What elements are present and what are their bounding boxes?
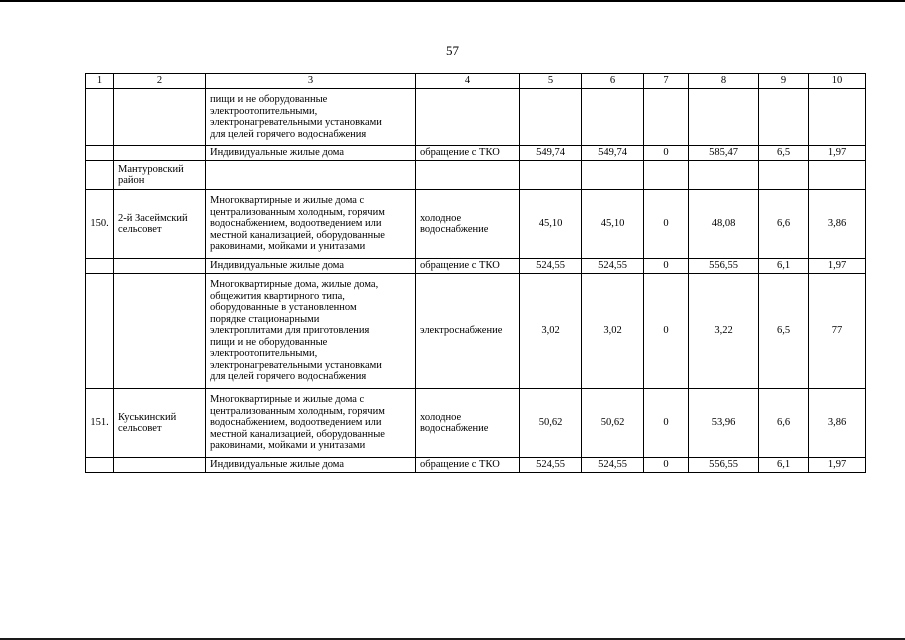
value-col6 <box>582 89 644 146</box>
housing-type-cell <box>206 161 416 190</box>
value-col10 <box>809 89 866 146</box>
value-col5: 3,02 <box>520 274 582 389</box>
row-number: 151. <box>86 389 114 458</box>
district-cell <box>114 458 206 473</box>
value-col6: 3,02 <box>582 274 644 389</box>
scan-top-edge <box>0 0 905 2</box>
service-cell: обращение с ТКО <box>416 146 520 161</box>
value-col5: 45,10 <box>520 190 582 259</box>
value-col7 <box>644 89 689 146</box>
service-cell: электроснабжение <box>416 274 520 389</box>
value-col9 <box>759 89 809 146</box>
row-number <box>86 146 114 161</box>
value-col9: 6,6 <box>759 190 809 259</box>
housing-type-cell: Многоквартирные и жилые дома с централизованным холодным, горячим водоснабжением, водоотведением или местной канализацией, оборудованные раковинами, мойками и унитазами <box>206 389 416 458</box>
table-row <box>86 274 866 389</box>
row-number <box>86 458 114 473</box>
table-row <box>86 161 866 190</box>
district-cell <box>114 259 206 274</box>
tariff-table <box>85 73 866 473</box>
district-cell <box>114 146 206 161</box>
value-col10: 3,86 <box>809 389 866 458</box>
value-col5: 524,55 <box>520 259 582 274</box>
value-col5: 524,55 <box>520 458 582 473</box>
value-col7 <box>644 161 689 190</box>
row-number <box>86 161 114 190</box>
value-col8 <box>689 89 759 146</box>
value-col9: 6,5 <box>759 146 809 161</box>
service-cell: обращение с ТКО <box>416 259 520 274</box>
value-col9: 6,1 <box>759 458 809 473</box>
value-col10: 3,86 <box>809 190 866 259</box>
district-cell <box>114 89 206 146</box>
value-col8: 3,22 <box>689 274 759 389</box>
header-cell: 9 <box>759 74 809 89</box>
value-col7: 0 <box>644 274 689 389</box>
housing-type-cell: Индивидуальные жилые дома <box>206 259 416 274</box>
value-col10: 1,97 <box>809 146 866 161</box>
value-col8: 556,55 <box>689 458 759 473</box>
service-cell <box>416 89 520 146</box>
value-col5: 549,74 <box>520 146 582 161</box>
header-cell: 2 <box>114 74 206 89</box>
value-col6: 549,74 <box>582 146 644 161</box>
value-col5: 50,62 <box>520 389 582 458</box>
table-row <box>86 146 866 161</box>
table-row <box>86 259 866 274</box>
district-cell: Мантуровский район <box>114 161 206 190</box>
value-col9: 6,1 <box>759 259 809 274</box>
service-cell: холодное водоснабжение <box>416 190 520 259</box>
value-col8: 556,55 <box>689 259 759 274</box>
header-row <box>86 74 866 89</box>
header-cell: 10 <box>809 74 866 89</box>
value-col6: 45,10 <box>582 190 644 259</box>
table-row <box>86 458 866 473</box>
header-cell: 8 <box>689 74 759 89</box>
row-number: 150. <box>86 190 114 259</box>
value-col6: 524,55 <box>582 458 644 473</box>
value-col8: 48,08 <box>689 190 759 259</box>
value-col9: 6,6 <box>759 389 809 458</box>
housing-type-cell: пищи и не оборудованные электроотопительными, электронагревательными установками для целей горячего водоснабжения <box>206 89 416 146</box>
housing-type-cell: Индивидуальные жилые дома <box>206 146 416 161</box>
row-number <box>86 89 114 146</box>
value-col6: 50,62 <box>582 389 644 458</box>
district-cell: 2-й Засеймский сельсовет <box>114 190 206 259</box>
row-number <box>86 274 114 389</box>
value-col6: 524,55 <box>582 259 644 274</box>
header-cell: 5 <box>520 74 582 89</box>
housing-type-cell: Индивидуальные жилые дома <box>206 458 416 473</box>
value-col7: 0 <box>644 190 689 259</box>
value-col7: 0 <box>644 146 689 161</box>
value-col10: 1,97 <box>809 458 866 473</box>
service-cell <box>416 161 520 190</box>
header-cell: 4 <box>416 74 520 89</box>
value-col7: 0 <box>644 458 689 473</box>
value-col5 <box>520 89 582 146</box>
value-col9: 6,5 <box>759 274 809 389</box>
value-col7: 0 <box>644 259 689 274</box>
value-col6 <box>582 161 644 190</box>
header-cell: 1 <box>86 74 114 89</box>
value-col10 <box>809 161 866 190</box>
housing-type-cell: Многоквартирные и жилые дома с централизованным холодным, горячим водоснабжением, водоотведением или местной канализацией, оборудованные раковинами, мойками и унитазами <box>206 190 416 259</box>
service-cell: холодное водоснабжение <box>416 389 520 458</box>
value-col8: 585,47 <box>689 146 759 161</box>
value-col8 <box>689 161 759 190</box>
row-number <box>86 259 114 274</box>
table-row <box>86 89 866 146</box>
district-cell: Куськинский сельсовет <box>114 389 206 458</box>
value-col5 <box>520 161 582 190</box>
service-cell: обращение с ТКО <box>416 458 520 473</box>
table-row <box>86 389 866 458</box>
value-col8: 53,96 <box>689 389 759 458</box>
table-row <box>86 190 866 259</box>
district-cell <box>114 274 206 389</box>
header-cell: 3 <box>206 74 416 89</box>
value-col9 <box>759 161 809 190</box>
value-col7: 0 <box>644 389 689 458</box>
header-cell: 7 <box>644 74 689 89</box>
page-number: 57 <box>446 43 459 58</box>
header-cell: 6 <box>582 74 644 89</box>
housing-type-cell: Многоквартирные дома, жилые дома, общежития квартирного типа, оборудованные в установленном порядке стационарными электроплитами для приготовления пищи и не оборудованные электроотопительными, электронагревательными установками для целей горячего водоснабжения <box>206 274 416 389</box>
value-col10: 1,97 <box>809 259 866 274</box>
value-col10: 77 <box>809 274 866 389</box>
